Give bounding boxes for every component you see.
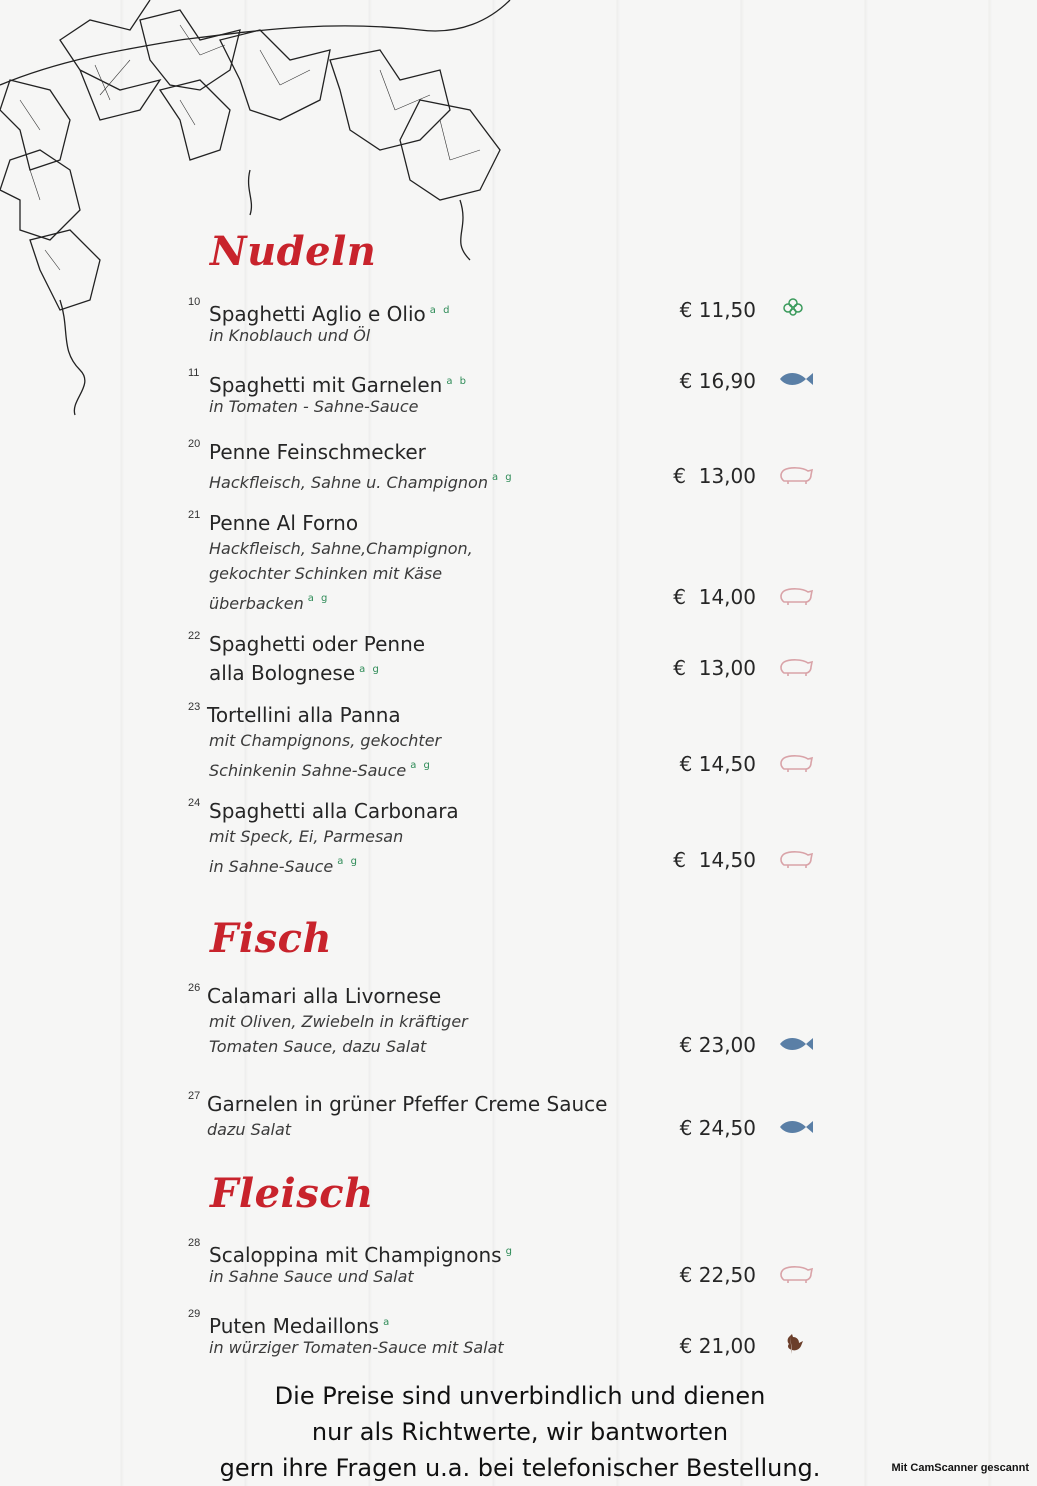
item-number: 27 bbox=[188, 1090, 201, 1102]
section-title-nudeln: Nudeln bbox=[210, 228, 377, 275]
item-price: € 22,50 bbox=[679, 1263, 756, 1287]
allergen-codes: a g bbox=[337, 856, 359, 867]
item-number: 24 bbox=[188, 797, 201, 809]
section-title-fisch: Fisch bbox=[210, 915, 333, 962]
item-name: Calamari alla Livornese bbox=[207, 984, 442, 1008]
vine-leaves-illustration bbox=[0, 0, 520, 420]
allergen-codes: a b bbox=[446, 376, 468, 387]
item-name: Garnelen in grüner Pfeffer Creme Sauce bbox=[207, 1092, 608, 1116]
item-price: € 11,50 bbox=[679, 298, 756, 322]
item-price: € 13,00 bbox=[673, 464, 756, 488]
item-description: in Knoblauch und Öl bbox=[209, 326, 371, 345]
item-number: 26 bbox=[188, 982, 201, 994]
item-description: Hackfleisch, Sahne,Champignon, bbox=[209, 539, 473, 558]
item-number: 10 bbox=[188, 296, 201, 308]
allergen-codes: g bbox=[505, 1246, 514, 1257]
item-number: 28 bbox=[188, 1237, 201, 1249]
pig-icon bbox=[778, 657, 814, 677]
allergen-codes: a g bbox=[307, 593, 330, 604]
allergen-codes: a d bbox=[429, 305, 452, 316]
clover-icon bbox=[782, 297, 804, 319]
item-number: 21 bbox=[188, 509, 201, 521]
fish-icon bbox=[778, 1117, 814, 1137]
item-description: Tomaten Sauce, dazu Salat bbox=[209, 1037, 427, 1056]
item-name: Scaloppina mit Champignons $^g$ bbox=[209, 1243, 514, 1267]
pig-icon bbox=[778, 753, 814, 773]
item-description: dazu Salat bbox=[207, 1120, 292, 1139]
fish-icon bbox=[778, 1034, 814, 1054]
item-price: € 14,50 bbox=[679, 752, 756, 776]
pig-icon bbox=[778, 849, 814, 869]
item-number: 20 bbox=[188, 438, 201, 450]
item-name: Spaghetti alla Carbonara bbox=[209, 799, 459, 823]
pig-icon bbox=[778, 1264, 814, 1284]
item-description: gekochter Schinken mit Käse bbox=[209, 564, 443, 583]
item-description: mit Speck, Ei, Parmesan bbox=[209, 827, 404, 846]
section-title-fleisch: Fleisch bbox=[210, 1170, 374, 1217]
item-description: in Tomaten - Sahne-Sauce bbox=[209, 397, 419, 416]
item-price: € 21,00 bbox=[679, 1334, 756, 1358]
item-price: € 14,00 bbox=[673, 585, 756, 609]
item-description: in Sahne-Sauce $^{a g}$ bbox=[209, 856, 359, 876]
item-description: mit Oliven, Zwiebeln in kräftiger bbox=[209, 1012, 468, 1031]
item-description: in Sahne Sauce und Salat bbox=[209, 1267, 414, 1286]
item-price: € 14,50 bbox=[673, 848, 756, 872]
item-description: Schinkenin Sahne-Sauce $^{a g}$ bbox=[209, 760, 432, 780]
item-name: Puten Medaillons $^a$ bbox=[209, 1314, 392, 1338]
disclaimer-line: gern ihre Fragen u.a. bei telefonischer Bestellung. bbox=[219, 1454, 821, 1482]
item-price: € 16,90 bbox=[679, 369, 756, 393]
item-name: Spaghetti mit Garnelen $^{a b}$ bbox=[209, 373, 468, 397]
item-name: Tortellini alla Panna bbox=[207, 703, 401, 727]
allergen-codes: a g bbox=[359, 664, 381, 675]
item-number: 11 bbox=[188, 367, 200, 379]
pig-icon bbox=[778, 586, 814, 606]
item-number: 22 bbox=[188, 630, 201, 642]
item-name: Spaghetti oder Penne bbox=[209, 632, 426, 656]
fish-icon bbox=[778, 369, 814, 389]
item-description: Hackfleisch, Sahne u. Champignon $^{a g}$ bbox=[209, 472, 514, 492]
item-price: € 23,00 bbox=[679, 1033, 756, 1057]
allergen-codes: a g bbox=[410, 760, 432, 771]
item-number: 29 bbox=[188, 1308, 201, 1320]
pig-icon bbox=[778, 465, 814, 485]
allergen-codes: a g bbox=[491, 472, 514, 483]
item-name: Spaghetti Aglio e Olio $^{a d}$ bbox=[209, 302, 452, 326]
allergen-codes: a bbox=[383, 1317, 392, 1328]
item-name-line2: alla Bolognese $^{a g}$ bbox=[209, 661, 381, 685]
item-price: € 13,00 bbox=[673, 656, 756, 680]
scanner-watermark: Mit CamScanner gescannt bbox=[891, 1462, 1029, 1474]
item-description: mit Champignons, gekochter bbox=[209, 731, 442, 750]
disclaimer-line: nur als Richtwerte, wir bantworten bbox=[311, 1418, 729, 1446]
item-name: Penne Al Forno bbox=[209, 511, 359, 535]
disclaimer-line: Die Preise sind unverbindlich und dienen bbox=[274, 1382, 766, 1410]
item-price: € 24,50 bbox=[679, 1116, 756, 1140]
item-number: 23 bbox=[188, 701, 201, 713]
item-name: Penne Feinschmecker bbox=[209, 440, 426, 464]
item-description: überbacken $^{a g}$ bbox=[209, 593, 330, 613]
chicken-icon bbox=[782, 1332, 806, 1356]
item-description: in würziger Tomaten-Sauce mit Salat bbox=[209, 1338, 504, 1357]
price-disclaimer bbox=[150, 1378, 890, 1486]
